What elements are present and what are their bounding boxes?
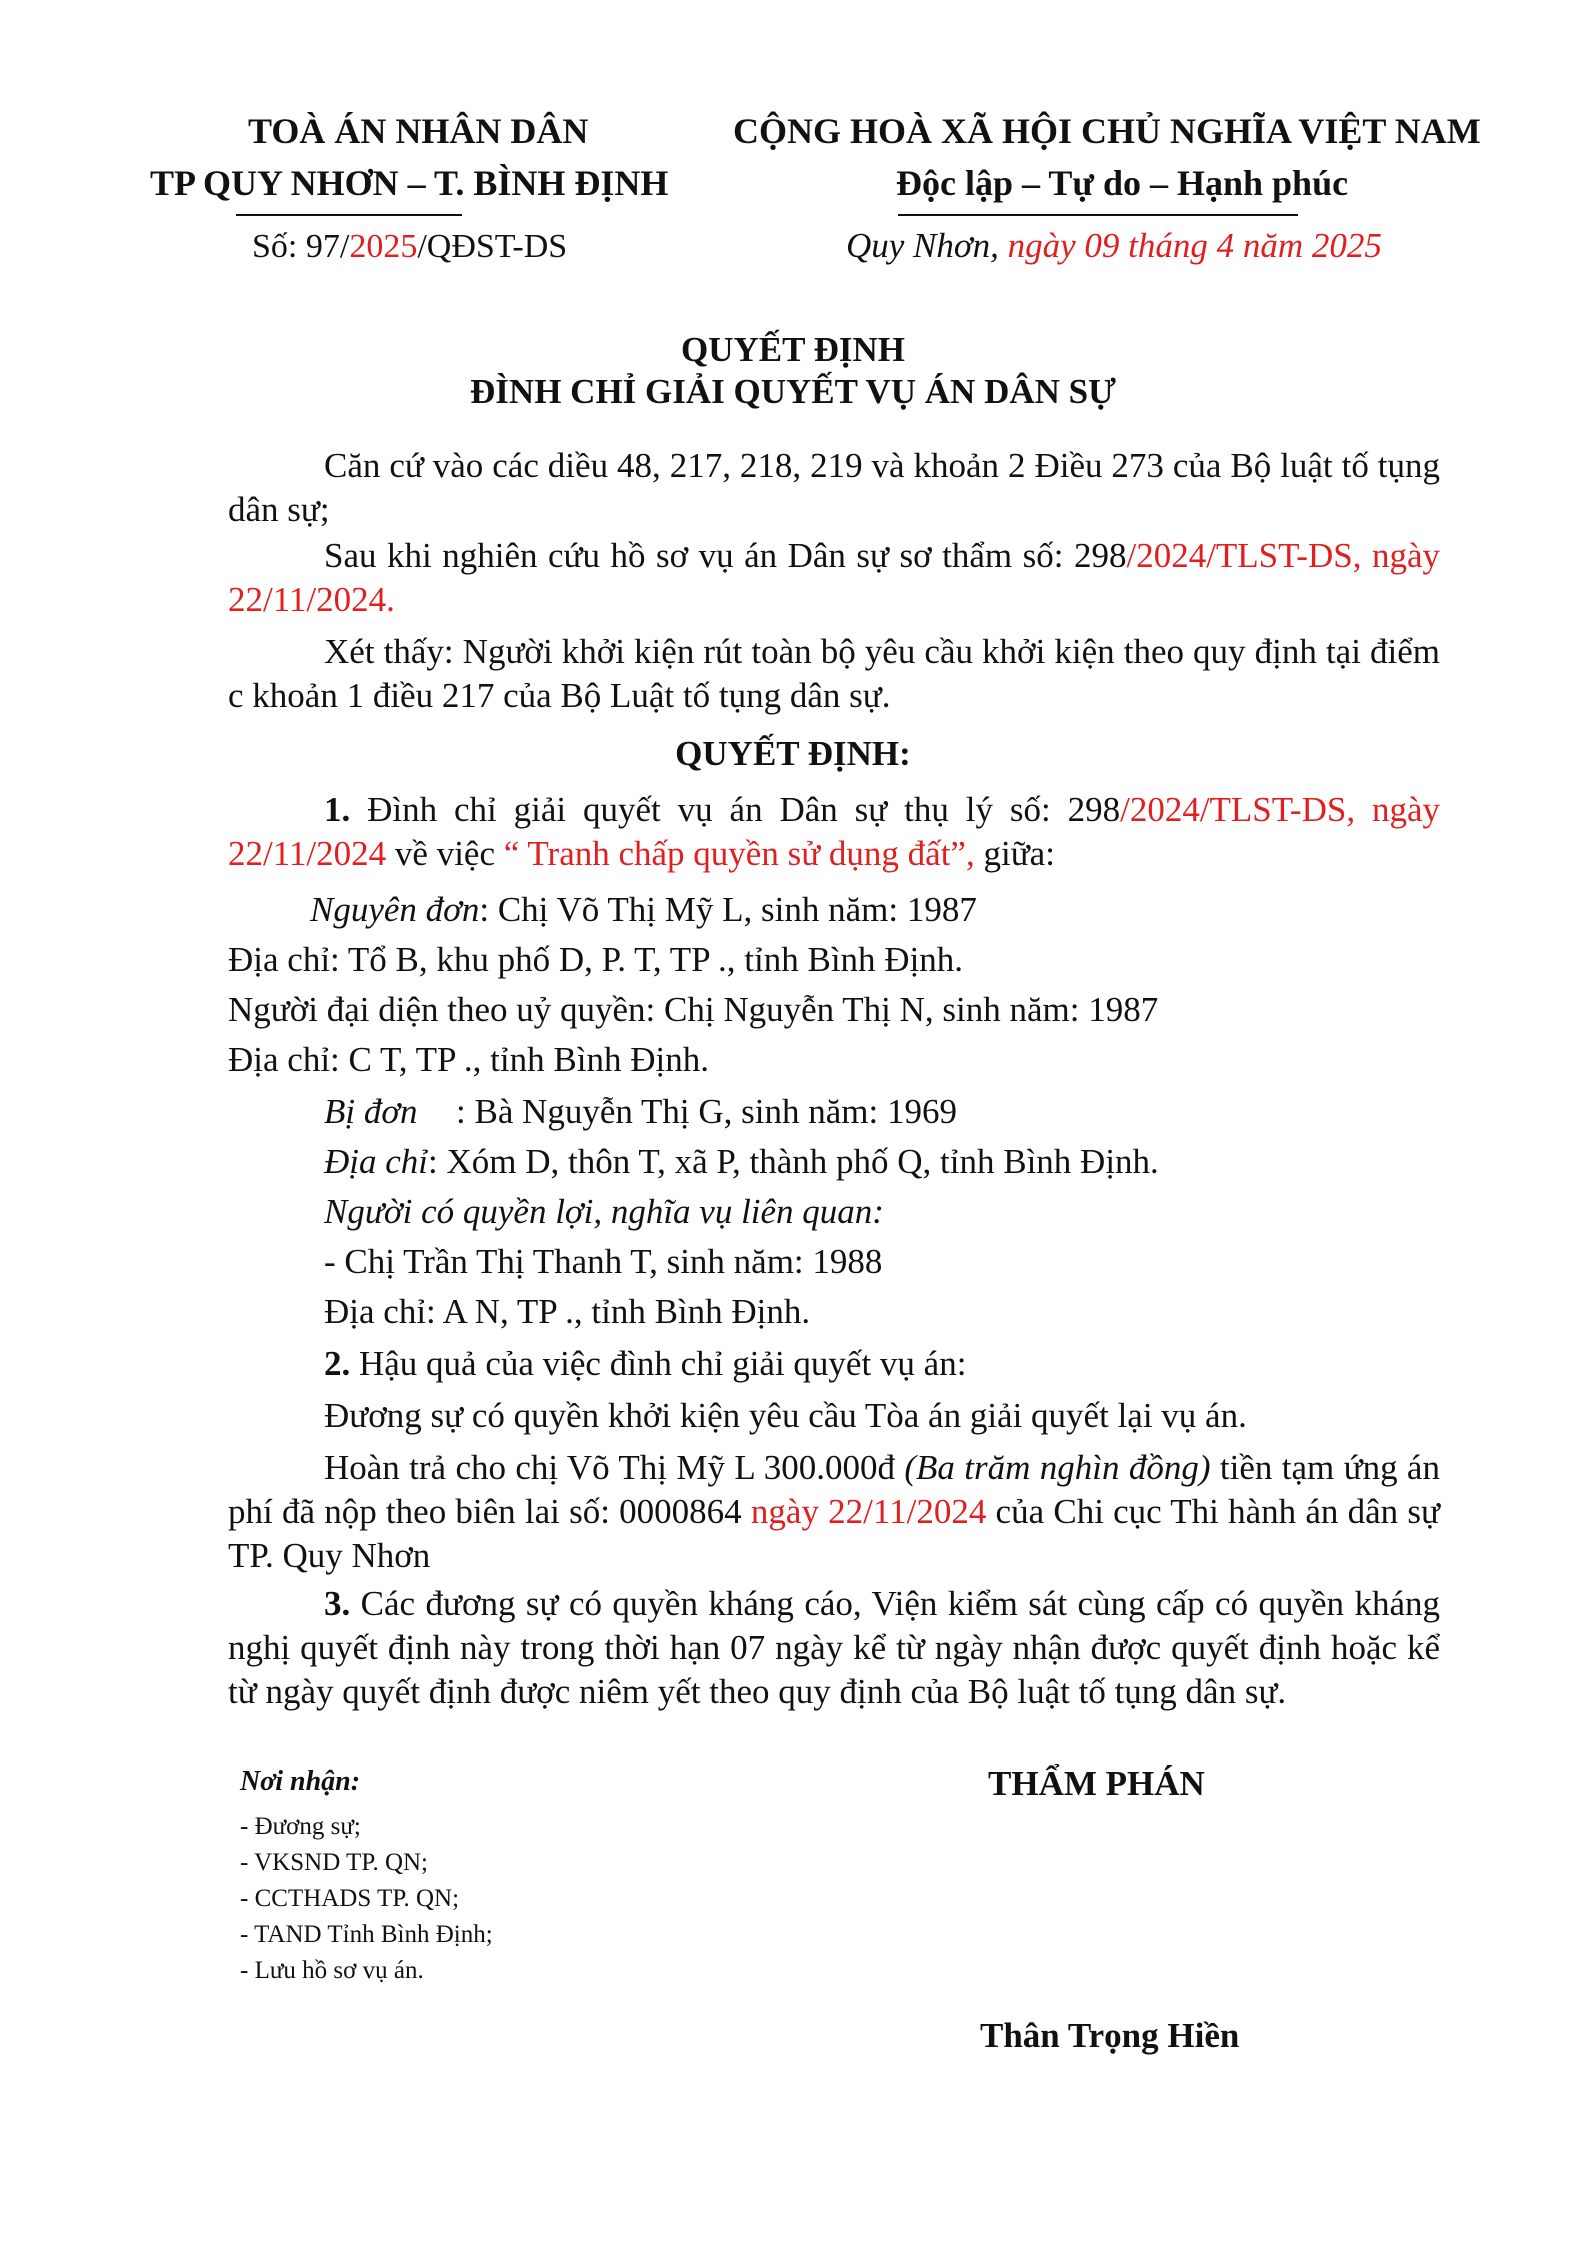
representative: Người đại diện theo uỷ quyền: Chị Nguyễn Thị N, sinh năm: 1987: [228, 990, 1159, 1029]
defendant-address-label: Địa chỉ: [324, 1142, 429, 1181]
item-1-number: 1.: [324, 790, 351, 829]
document-subtitle: ĐÌNH CHỈ GIẢI QUYẾT VỤ ÁN DÂN SỰ: [470, 372, 1116, 411]
place-date: [846, 226, 1382, 266]
defendant-address: [324, 1140, 1159, 1184]
recipients-heading: Nơi nhận:: [240, 1766, 361, 1797]
item-2-p2-b: tiền tạm ứng án phí đã nộp theo biên lai số: 0000864: [228, 1448, 1440, 1531]
decision-number: [252, 228, 567, 266]
item-1-case-ref: /2024/TLST-DS, ngày 22/11/2024: [228, 790, 1440, 873]
item-1: [228, 788, 1440, 876]
court-underline: [236, 214, 462, 216]
defendant-address-value: : Xóm D, thôn T, xã P, thành phố Q, tỉnh Bình Định.: [428, 1142, 1159, 1181]
basis-paragraph-2: [228, 534, 1440, 622]
recipient-item: - TAND Tỉnh Bình Định;: [240, 1921, 493, 1948]
plaintiff-label: Nguyên đơn: [310, 890, 480, 929]
item-3-text: Các đương sự có quyền kháng cáo, Viện kiểm sát cùng cấp có quyền kháng nghị quyết định này trong thời hạn 07 ngày kể từ ngày nhận được quyết định hoặc kể từ ngày quyết định được niêm yết theo quy định của Bộ luật tố tụng dân sự.: [228, 1584, 1440, 1711]
decision-number-suffix: /QĐST-DS: [417, 228, 568, 265]
related-party: - Chị Trần Thị Thanh T, sinh năm: 1988: [324, 1242, 883, 1281]
recipient-item: - CCTHADS TP. QN;: [240, 1885, 460, 1912]
date: ngày 09 tháng 4 năm 2025: [1007, 226, 1382, 265]
item-2-amount-words: (Ba trăm nghìn đồng): [904, 1448, 1211, 1487]
item-1-text-c: giữa:: [974, 834, 1055, 873]
document-title: QUYẾT ĐỊNH: [681, 330, 905, 369]
item-2-p2-a: Hoàn trả cho chị Võ Thị Mỹ L 300.000đ: [324, 1448, 905, 1487]
nation-name: CỘNG HOÀ XÃ HỘI CHỦ NGHĨA VIỆT NAM: [733, 111, 1481, 151]
defendant: [324, 1090, 957, 1134]
recipient-item: - Đương sự;: [240, 1813, 361, 1840]
signer-title: THẨM PHÁN: [988, 1764, 1205, 1803]
motto-underline: [898, 214, 1298, 216]
recipient-item: - Lưu hồ sơ vụ án.: [240, 1957, 424, 1984]
item-1-text-a: Đình chỉ giải quyết vụ án Dân sự thụ lý số: 298: [350, 790, 1121, 829]
basis-2-text: Sau khi nghiên cứu hồ sơ vụ án Dân sự sơ thẩm số: 298: [324, 536, 1127, 575]
item-2-p2-c: của Chi cục Thi hành án dân sự TP. Quy Nhơn: [228, 1492, 1441, 1575]
decision-heading: QUYẾT ĐỊNH:: [675, 734, 911, 773]
item-2-paragraph-1: Đương sự có quyền khởi kiện yêu cầu Tòa án giải quyết lại vụ án.: [324, 1396, 1247, 1435]
basis-paragraph-1: Căn cứ vào các diều 48, 217, 218, 219 và khoản 2 Điều 273 của Bộ luật tố tụng dân sự;: [228, 446, 1440, 529]
item-2-paragraph-2: [228, 1446, 1440, 1578]
plaintiff-value: : Chị Võ Thị Mỹ L, sinh năm: 1987: [479, 890, 977, 929]
related-party-label: Người có quyền lợi, nghĩa vụ liên quan:: [324, 1192, 884, 1231]
item-2-number: 2.: [324, 1344, 351, 1383]
defendant-value: : Bà Nguyễn Thị G, sinh năm: 1969: [456, 1092, 957, 1131]
basis-paragraph-3: Xét thấy: Người khởi kiện rút toàn bộ yêu cầu khởi kiện theo quy định tại điểm c khoản 1 điều 217 của Bộ Luật tố tụng dân sự.: [228, 632, 1440, 715]
item-1-dispute: “ Tranh chấp quyền sử dụng đất”,: [503, 834, 975, 873]
item-3: [228, 1582, 1440, 1714]
item-1-text-b: về việc: [386, 834, 504, 873]
plaintiff: [310, 888, 977, 932]
signer-name: Thân Trọng Hiền: [980, 2016, 1240, 2055]
decision-number-year: 2025: [349, 228, 418, 265]
item-2-text: Hậu quả của việc đình chỉ giải quyết vụ án:: [350, 1344, 967, 1383]
defendant-label: Bị đơn: [324, 1092, 418, 1131]
representative-address: Địa chỉ: C T, TP ., tỉnh Bình Định.: [228, 1040, 709, 1079]
nation-motto: Độc lập – Tự do – Hạnh phúc: [896, 163, 1349, 203]
court-name-line1: TOÀ ÁN NHÂN DÂN: [248, 111, 589, 151]
plaintiff-address: Địa chỉ: Tổ B, khu phố D, P. T, TP ., tỉnh Bình Định.: [228, 940, 964, 979]
court-name-line2: TP QUY NHƠN – T. BÌNH ĐỊNH: [150, 163, 669, 203]
place: Quy Nhơn,: [846, 226, 1008, 265]
recipient-item: - VKSND TP. QN;: [240, 1849, 429, 1876]
basis-2-case-ref: /2024/TLST-DS, ngày 22/11/2024.: [228, 536, 1440, 619]
item-2-receipt-date: ngày 22/11/2024: [750, 1492, 987, 1531]
related-party-address: Địa chỉ: A N, TP ., tỉnh Bình Định.: [324, 1292, 811, 1331]
item-2: [324, 1342, 966, 1386]
item-3-number: 3.: [324, 1584, 351, 1623]
decision-number-prefix: Số: 97/: [252, 228, 350, 265]
